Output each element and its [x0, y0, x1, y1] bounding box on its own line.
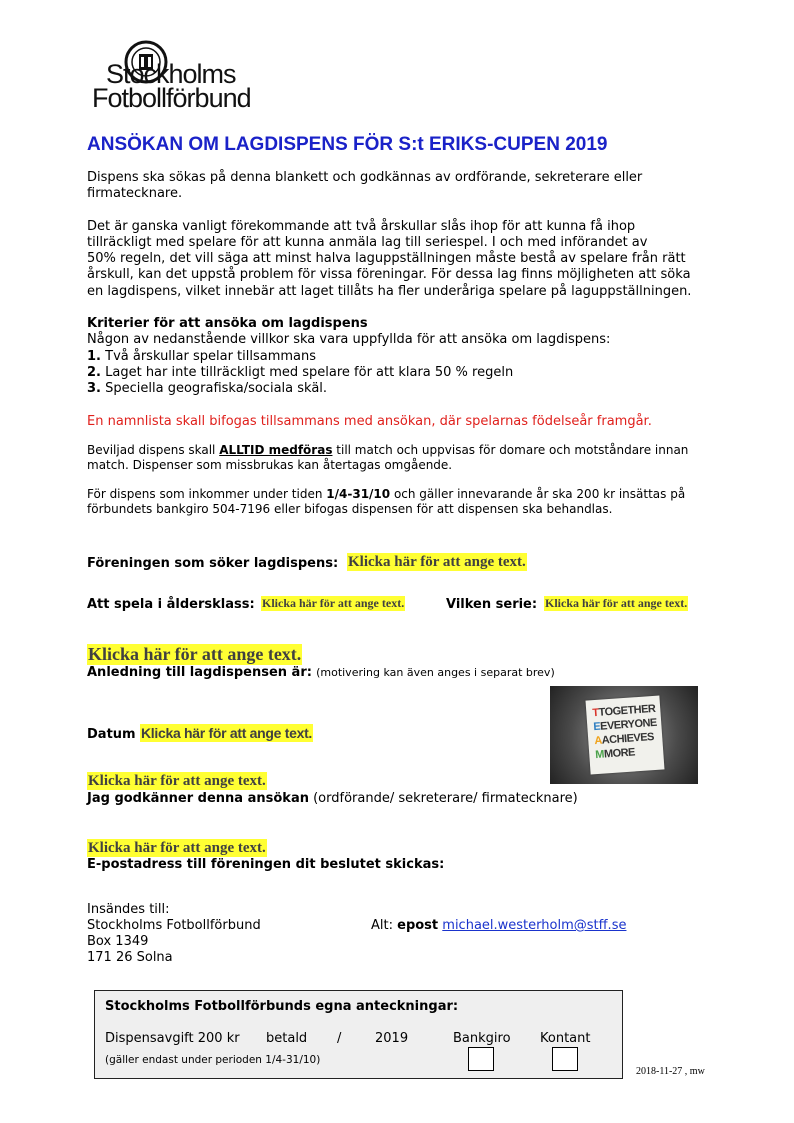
criteria-item-num: 2.: [87, 365, 101, 380]
poster-line-4: [595, 746, 635, 762]
poster-line-3: [594, 731, 654, 748]
intro-p2-line4: årskull, kan det uppstå problem för vissa föreningar. För dessa lag finns möjligheten att söka: [87, 267, 691, 282]
anledning-row: [87, 665, 555, 681]
godkanner-field[interactable]: Klicka här för att ange text.: [88, 773, 266, 789]
forening-field[interactable]: Klicka här för att ange text.: [348, 554, 526, 570]
intro-p1-line2: firmatecknare.: [87, 186, 183, 201]
intro-p2-line1: Det är ganska vanligt förekommande att två årskullar slås ihop för att kunna få ihop: [87, 219, 636, 234]
anledning-field[interactable]: Klicka här för att ange text.: [88, 644, 302, 664]
intro-p1-line1: Dispens ska sökas på denna blankett och godkännas av ordförande, sekreterare eller: [87, 170, 643, 185]
datum-label: Datum: [87, 727, 136, 742]
criteria-item-text: Två årskullar spelar tillsammans: [105, 349, 317, 364]
forening-label: Föreningen som söker lagdispens:: [87, 556, 339, 571]
criteria-heading: Kriterier för att ansöka om lagdispens: [87, 316, 368, 331]
poster-letter: E: [592, 720, 601, 734]
anledning-note: (motivering kan även anges i separat brev): [316, 666, 555, 679]
intro-p2-line5: en lagdispens, vilket innebär att laget tillåts ha fler underåriga spelare på laguppställningen.: [87, 284, 692, 299]
alder-label: Att spela i åldersklass:: [87, 597, 255, 612]
criteria-item-text: Speciella geografiska/sociala skäl.: [105, 381, 328, 396]
email-link[interactable]: michael.westerholm@stff.se: [442, 918, 627, 933]
page-title: ANSÖKAN OM LAGDISPENS FÖR S:t ERIKS-CUPEN 2019: [87, 134, 608, 155]
office-fee: Dispensavgift 200 kr: [105, 1031, 240, 1046]
godkanner-row: [87, 791, 578, 807]
note-period-post: och gäller innevarande år ska 200 kr insättas på: [390, 487, 686, 501]
note-alltid-bold: ALLTID medföras: [219, 443, 333, 457]
epost-label: E-postadress till föreningen dit beslutet skickas:: [87, 857, 445, 872]
criteria-item-num: 1.: [87, 349, 101, 364]
poster-word: TOGETHER: [598, 702, 656, 719]
criteria-item-num: 3.: [87, 381, 101, 396]
note-alltid-line2: match. Dispenser som missbrukas kan återtagas omgående.: [87, 458, 453, 472]
intro-p2-line2: tillräckligt med spelare för att kunna anmäla lag till seriespel. I och med införandet av: [87, 235, 648, 250]
office-slash: /: [337, 1031, 342, 1046]
criteria-item-1: [87, 349, 316, 365]
anledning-label: Anledning till lagdispensen är:: [87, 665, 312, 680]
address-line3: 171 26 Solna: [87, 950, 173, 965]
office-kontant: Kontant: [540, 1031, 591, 1046]
poster-word: EVERYONE: [599, 716, 658, 733]
office-heading: Stockholms Fotbollförbunds egna anteckningar:: [105, 999, 459, 1014]
epost-field[interactable]: Klicka här för att ange text.: [88, 840, 266, 856]
note-period-bold: 1/4-31/10: [326, 487, 391, 501]
poster-word: MORE: [603, 746, 636, 761]
alt-pre: Alt:: [371, 918, 398, 933]
note-period-pre: För dispens som inkommer under tiden: [87, 487, 327, 501]
office-note: (gäller endast under perioden 1/4-31/10): [105, 1054, 321, 1066]
office-paid: betald: [266, 1031, 308, 1046]
serie-label: Vilken serie:: [446, 597, 538, 612]
team-poster-image: [550, 686, 698, 784]
office-notes-box: [94, 990, 623, 1079]
datum-field[interactable]: Klicka här för att ange text.: [141, 725, 313, 741]
criteria-item-2: [87, 365, 513, 381]
note-alltid: [87, 443, 688, 458]
poster-letter: T: [591, 706, 600, 720]
alt-bold: epost: [397, 918, 439, 933]
alder-field[interactable]: Klicka här för att ange text.: [262, 596, 405, 610]
criteria-sub: Någon av nedanstående villkor ska vara uppfyllda för att ansöka om lagdispens:: [87, 332, 611, 347]
office-year: 2019: [375, 1031, 409, 1046]
intro-p2-line3: 50% regeln, det vill säga att minst halva laguppställningen måste bestå av spelare från rätt: [87, 251, 686, 266]
logo: [92, 42, 292, 112]
poster-word: ACHIEVES: [601, 731, 655, 747]
godkanner-note: (ordförande/ sekreterare/ firmatecknare): [313, 791, 578, 806]
criteria-item-3: [87, 381, 327, 397]
note-alltid-pre: Beviljad dispens skall: [87, 443, 220, 457]
logo-line1: Stockholms: [106, 59, 236, 89]
poster-letter: A: [593, 734, 603, 748]
serie-field[interactable]: Klicka här för att ange text.: [545, 596, 688, 610]
alt-contact: [371, 918, 626, 934]
kontant-checkbox[interactable]: [552, 1047, 578, 1071]
office-bankgiro: Bankgiro: [453, 1031, 511, 1046]
godkanner-label: Jag godkänner denna ansökan: [87, 791, 309, 806]
note-period-line2: förbundets bankgiro 504-7196 eller bifogas dispensen för att dispensen ska behandlas.: [87, 502, 613, 516]
logo-line2: Fotbollförbund: [92, 83, 251, 113]
poster-letter: M: [594, 748, 605, 762]
criteria-item-text: Laget har inte tillräckligt med spelare för att klara 50 % regeln: [105, 365, 514, 380]
red-notice: En namnlista skall bifogas tillsammans med ansökan, där spelarnas födelseår framgår.: [87, 414, 652, 429]
address-line2: Box 1349: [87, 934, 149, 949]
address-line1: Stockholms Fotbollförbund: [87, 918, 261, 933]
note-alltid-post: till match och uppvisas för domare och motståndare innan: [332, 443, 689, 457]
note-period: [87, 487, 685, 502]
poster-paper: [586, 696, 665, 775]
bankgiro-checkbox[interactable]: [468, 1047, 494, 1071]
address-heading: Insändes till:: [87, 902, 170, 917]
footer-date: 2018-11-27 , mw: [636, 1066, 705, 1077]
